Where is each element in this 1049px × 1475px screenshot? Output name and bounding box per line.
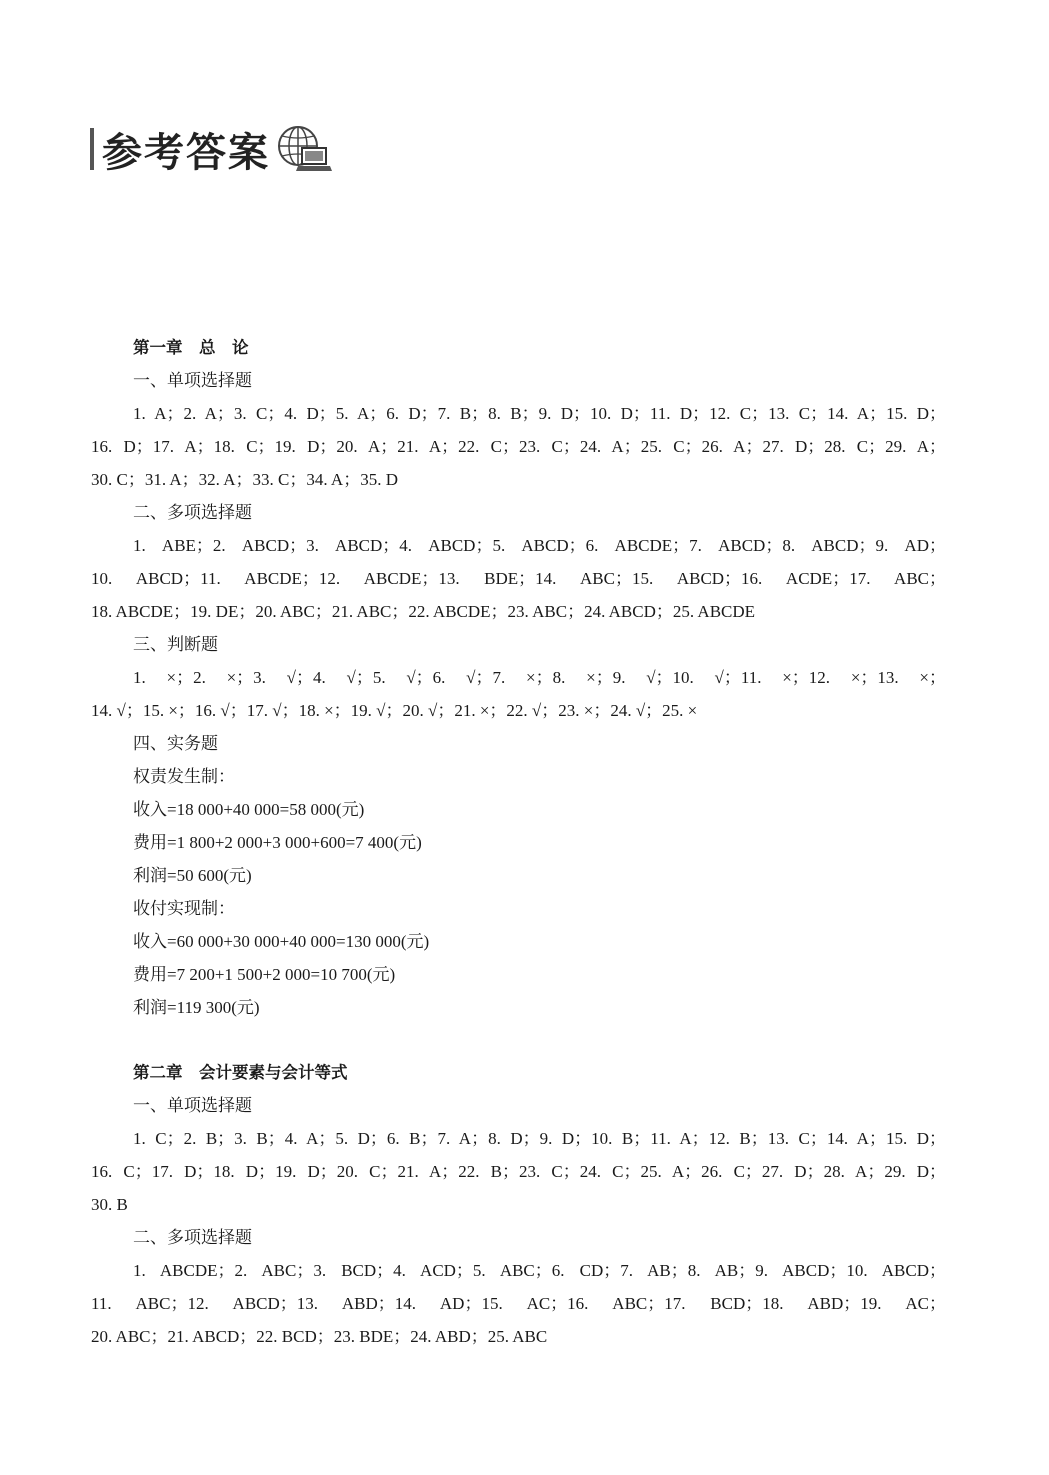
section-gap	[91, 1024, 946, 1056]
header-bar	[90, 128, 94, 170]
page-header	[90, 122, 332, 176]
chapter2-multi-heading: 二、多项选择题	[133, 1228, 252, 1247]
page-title: 参考答案	[102, 128, 270, 176]
chapter1-practice-heading: 四、实务题	[133, 734, 218, 753]
practice-line: 利润=50 600(元)	[133, 866, 252, 885]
chapter1-single-heading: 一、单项选择题	[133, 371, 252, 390]
chapter2-single-heading: 一、单项选择题	[133, 1096, 252, 1115]
answer-line: 1. A；2. A；3. C；4. D；5. A；6. D；7. B；8. B；9. D；10. D；11. D；12. C；13. C；14. A；15. D；	[133, 404, 946, 423]
answer-line: 14. √；15. ×；16. √；17. √；18. ×；19. √；20. √；21. ×；22. √；23. ×；24. √；25. ×	[91, 701, 698, 720]
answer-line: 30. B	[91, 1195, 128, 1214]
answer-content	[91, 331, 946, 1353]
practice-line: 权责发生制：	[133, 767, 235, 786]
practice-line: 利润=119 300(元)	[133, 998, 260, 1017]
answer-line: 1. ×；2. ×；3. √；4. √；5. √；6. √；7. ×；8. ×；9. √；10. √；11. ×；12. ×；13. ×；	[133, 668, 946, 687]
globe-laptop-icon	[274, 124, 332, 174]
chapter2-title: 第二章 会计要素与会计等式	[133, 1063, 348, 1082]
chapter1-truefalse-heading: 三、判断题	[133, 635, 218, 654]
practice-line: 收入=18 000+40 000=58 000(元)	[133, 800, 365, 819]
answer-line: 1. C；2. B；3. B；4. A；5. D；6. B；7. A；8. D；9. D；10. B；11. A；12. B；13. C；14. A；15. D；	[133, 1129, 946, 1148]
answer-line: 16. D；17. A；18. C；19. D；20. A；21. A；22. C；23. C；24. A；25. C；26. A；27. D；28. C；29. A；	[91, 437, 946, 456]
answer-line: 11. ABC；12. ABCD；13. ABD；14. AD；15. AC；16. ABC；17. BCD；18. ABD；19. AC；	[91, 1294, 946, 1313]
practice-line: 收付实现制：	[133, 899, 235, 918]
answer-line: 1. ABCDE；2. ABC；3. BCD；4. ACD；5. ABC；6. CD；7. AB；8. AB；9. ABCD；10. ABCD；	[133, 1261, 946, 1280]
answer-line: 1. ABE；2. ABCD；3. ABCD；4. ABCD；5. ABCD；6. ABCDE；7. ABCD；8. ABCD；9. AD；	[133, 536, 946, 555]
answer-line: 30. C；31. A；32. A；33. C；34. A；35. D	[91, 470, 398, 489]
chapter1-multi-heading: 二、多项选择题	[133, 503, 252, 522]
practice-line: 费用=1 800+2 000+3 000+600=7 400(元)	[133, 833, 422, 852]
answer-line: 16. C；17. D；18. D；19. D；20. C；21. A；22. B；23. C；24. C；25. A；26. C；27. D；28. A；29. D；	[91, 1162, 946, 1181]
answer-line: 18. ABCDE；19. DE；20. ABC；21. ABC；22. ABCDE；23. ABC；24. ABCD；25. ABCDE	[91, 602, 756, 621]
chapter1-title: 第一章 总 论	[133, 338, 249, 357]
answer-line: 10. ABCD；11. ABCDE；12. ABCDE；13. BDE；14. ABC；15. ABCD；16. ACDE；17. ABC；	[91, 569, 946, 588]
practice-line: 收入=60 000+30 000+40 000=130 000(元)	[133, 932, 430, 951]
answer-line: 20. ABC；21. ABCD；22. BCD；23. BDE；24. ABD；25. ABC	[91, 1327, 548, 1346]
practice-line: 费用=7 200+1 500+2 000=10 700(元)	[133, 965, 396, 984]
